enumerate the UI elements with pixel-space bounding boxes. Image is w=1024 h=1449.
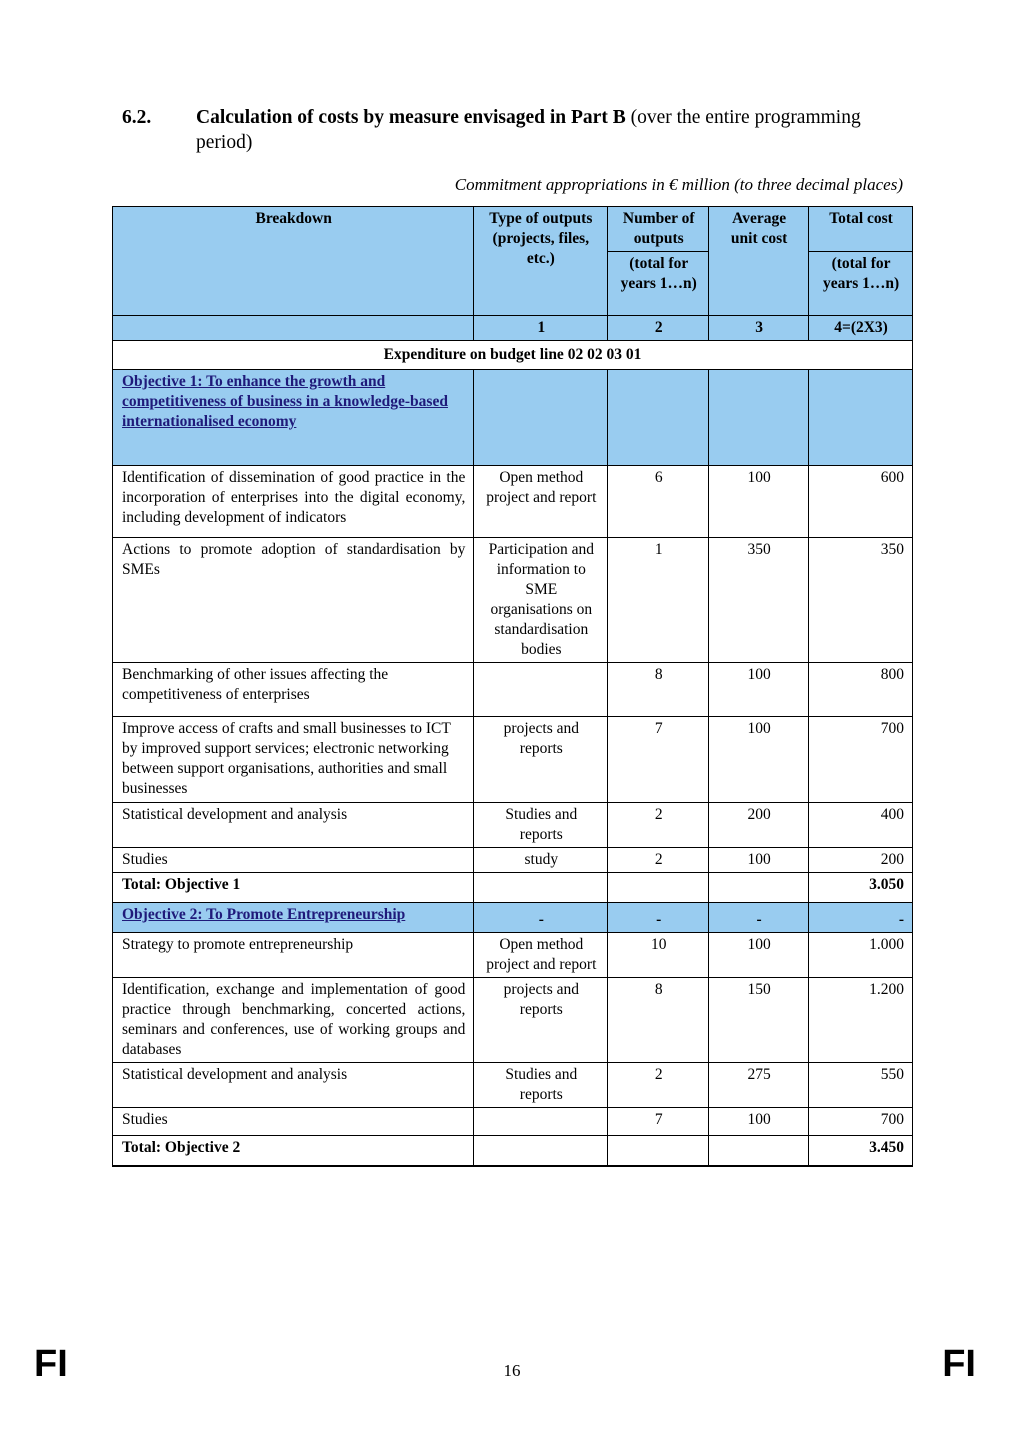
table-row [113, 848, 913, 873]
row-breakdown: Statistical development and analysis [113, 1063, 474, 1108]
table-caption: Commitment appropriations in € million (to three decimal places) [454, 175, 903, 194]
row-type: Open method project and report [474, 466, 608, 538]
row-total: 1.200 [809, 978, 913, 1063]
total-row [113, 1136, 913, 1166]
row-total: 200 [809, 848, 913, 873]
table-row [113, 978, 913, 1063]
objective-2-title-cell [113, 903, 474, 933]
row-average: 150 [709, 978, 809, 1063]
header-number-subtitle: (total for years 1…n) [608, 252, 709, 316]
footer-language-left: FI [34, 1343, 68, 1385]
header-index-empty [113, 316, 474, 341]
row-breakdown: Studies [113, 848, 474, 873]
header-index-4: 4=(2X3) [809, 316, 913, 341]
row-total: 350 [809, 538, 913, 663]
cost-table [112, 206, 913, 1167]
header-index-2: 2 [608, 316, 709, 341]
empty-cell [709, 873, 809, 903]
table-row [113, 538, 913, 663]
expenditure-line: Expenditure on budget line 02 02 03 01 [113, 341, 913, 370]
row-average: 100 [709, 933, 809, 978]
header-type-of-outputs: Type of outputs (projects, files, etc.) [474, 207, 608, 316]
table-row [113, 466, 913, 538]
row-average: 100 [709, 466, 809, 538]
table-row [113, 1108, 913, 1136]
row-number: 2 [608, 803, 709, 848]
table-row [113, 663, 913, 717]
objective-1-empty-cell [709, 370, 809, 466]
table-row [113, 803, 913, 848]
row-total: 600 [809, 466, 913, 538]
row-number: 6 [608, 466, 709, 538]
row-average: 100 [709, 1108, 809, 1136]
row-number: 10 [608, 933, 709, 978]
footer-language-right: FI [942, 1343, 976, 1385]
row-number: 7 [608, 1108, 709, 1136]
row-type: projects and reports [474, 978, 608, 1063]
table-row [113, 717, 913, 803]
row-breakdown: Identification, exchange and implementation of good practice through benchmarking, concerted actions, seminars and conferences, use of working groups and databases [113, 978, 474, 1063]
row-total: 400 [809, 803, 913, 848]
empty-cell [474, 873, 608, 903]
row-average: 350 [709, 538, 809, 663]
row-type: Open method project and report [474, 933, 608, 978]
objective-2-dash: - [474, 903, 608, 933]
header-total-cost: Total cost [809, 207, 913, 252]
header-breakdown: Breakdown [113, 207, 474, 316]
row-type: study [474, 848, 608, 873]
empty-cell [608, 1136, 709, 1166]
header-index-3: 3 [709, 316, 809, 341]
total-objective-1-label: Total: Objective 1 [113, 873, 474, 903]
row-total: 550 [809, 1063, 913, 1108]
header-number-of-outputs: Number of outputs [608, 207, 709, 252]
row-breakdown: Actions to promote adoption of standardisation by SMEs [113, 538, 474, 663]
row-number: 2 [608, 1063, 709, 1108]
row-average: 275 [709, 1063, 809, 1108]
row-type: Participation and information to SME organisations on standardisation bodies [474, 538, 608, 663]
section-number: 6.2. [122, 107, 152, 128]
row-number: 8 [608, 663, 709, 717]
row-breakdown: Identification of dissemination of good practice in the incorporation of enterprises into the digital economy, including development of indicators [113, 466, 474, 538]
row-breakdown: Benchmarking of other issues affecting the competitiveness of enterprises [113, 663, 474, 717]
total-objective-2-value: 3.450 [809, 1136, 913, 1166]
row-breakdown: Improve access of crafts and small businesses to ICT by improved support services; electronic networking between support organisations, authorities and small businesses [113, 717, 474, 803]
page-number: 16 [503, 1361, 521, 1380]
total-row [113, 873, 913, 903]
empty-cell [474, 1136, 608, 1166]
row-total: 1.000 [809, 933, 913, 978]
row-number: 1 [608, 538, 709, 663]
section-title-suffix: (over the entire programming period) [196, 107, 861, 153]
empty-cell [709, 1136, 809, 1166]
empty-cell [608, 873, 709, 903]
total-objective-1-value: 3.050 [809, 873, 913, 903]
row-average: 100 [709, 848, 809, 873]
objective-2-dash: - [608, 903, 709, 933]
objective-2-dash: - [709, 903, 809, 933]
row-number: 2 [608, 848, 709, 873]
objective-1-empty-cell [474, 370, 608, 466]
row-breakdown: Studies [113, 1108, 474, 1136]
row-breakdown: Strategy to promote entrepreneurship [113, 933, 474, 978]
total-objective-2-label: Total: Objective 2 [113, 1136, 474, 1166]
row-total: 700 [809, 717, 913, 803]
section-title: Calculation of costs by measure envisaged in Part B [196, 107, 626, 128]
row-average: 100 [709, 663, 809, 717]
row-breakdown: Statistical development and analysis [113, 803, 474, 848]
objective-2-link[interactable]: Objective 2: To Promote Entrepreneurship [122, 906, 406, 923]
objective-1-empty-cell [809, 370, 913, 466]
row-type: Studies and reports [474, 803, 608, 848]
header-average-unit-cost: Average unit cost [709, 207, 809, 316]
objective-1-title-cell [113, 370, 474, 466]
row-number: 7 [608, 717, 709, 803]
header-index-1: 1 [474, 316, 608, 341]
objective-2-dash: - [809, 903, 913, 933]
row-type [474, 1108, 608, 1136]
row-total: 700 [809, 1108, 913, 1136]
table-row [113, 933, 913, 978]
row-type [474, 663, 608, 717]
section-heading [122, 105, 912, 155]
row-number: 8 [608, 978, 709, 1063]
row-type: Studies and reports [474, 1063, 608, 1108]
objective-1-link[interactable]: Objective 1: To enhance the growth and competitiveness of business in a knowledge-based internationalised economy [122, 373, 448, 430]
row-type: projects and reports [474, 717, 608, 803]
header-total-subtitle: (total for years 1…n) [809, 252, 913, 316]
row-total: 800 [809, 663, 913, 717]
row-average: 100 [709, 717, 809, 803]
row-average: 200 [709, 803, 809, 848]
table-row [113, 1063, 913, 1108]
objective-1-empty-cell [608, 370, 709, 466]
